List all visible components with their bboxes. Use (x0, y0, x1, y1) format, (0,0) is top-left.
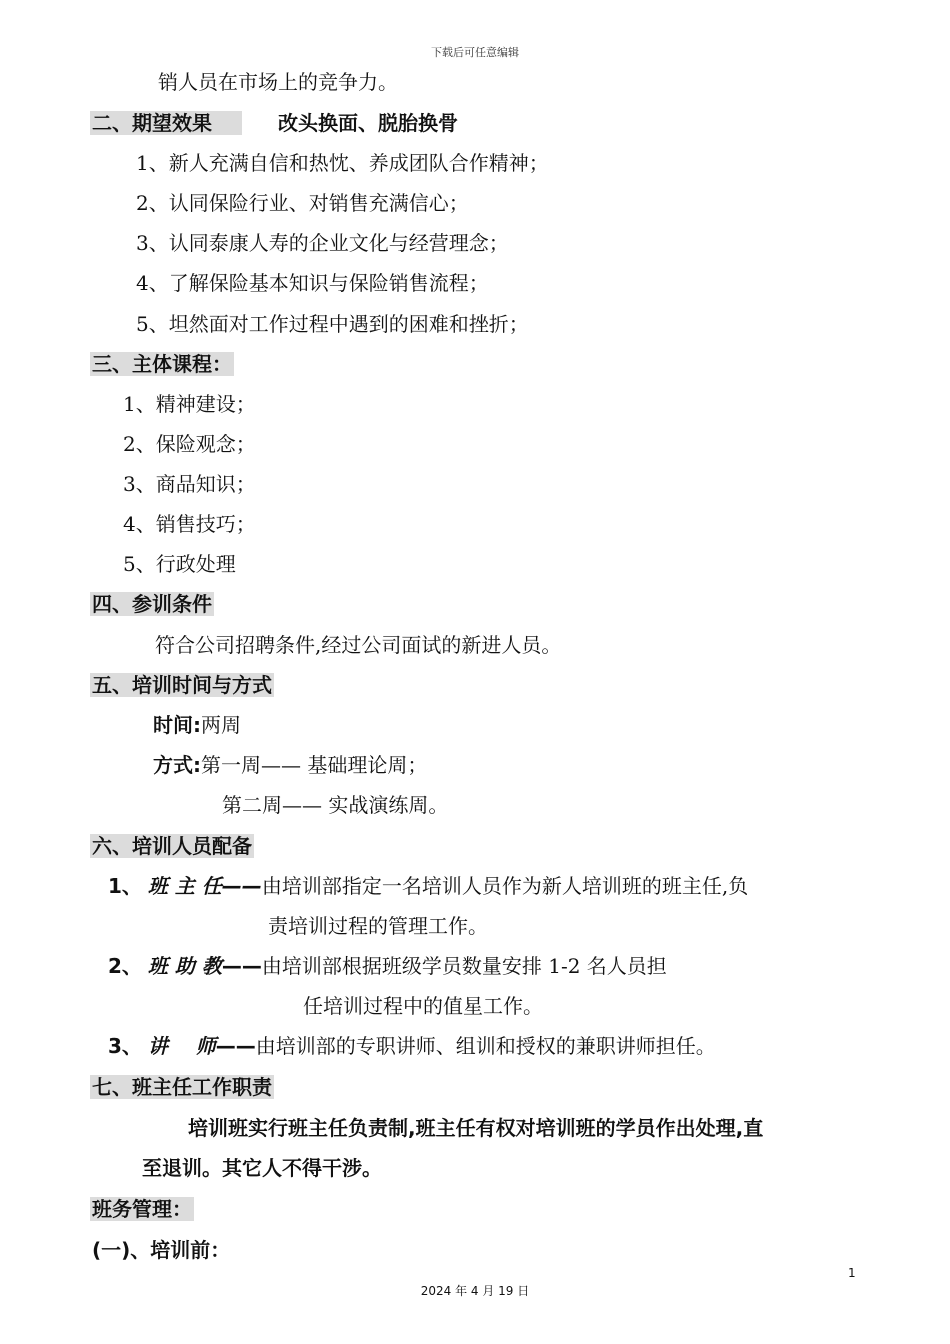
section7-line-1: 培训班实行班主任负责制,班主任有权对培训班的学员作出处理,直 (188, 1116, 764, 1140)
mode-label: 方式: (153, 753, 201, 777)
section7-title: 七、班主任工作职责 (92, 1075, 272, 1099)
role-row-2-cont: 任培训过程中的值星工作。 (303, 994, 543, 1018)
section4-heading (90, 590, 214, 618)
section3-heading (90, 350, 234, 378)
list-item: 3、认同泰康人寿的企业文化与经营理念； (136, 231, 509, 255)
time-line (153, 711, 241, 739)
section7-heading (90, 1073, 274, 1101)
role-row-3 (108, 1032, 716, 1060)
role-row-1-cont: 责培训过程的管理工作。 (268, 914, 488, 938)
time-label: 时间: (153, 713, 201, 737)
mode-value-1: 第一周—— 基础理论周； (201, 753, 428, 777)
role-num: 3、 (108, 1034, 142, 1058)
list-item: 5、坦然面对工作过程中遇到的困难和挫折； (136, 312, 529, 336)
intro-tail: 销人员在市场上的竞争力。 (158, 70, 398, 94)
list-item: 3、商品知识； (123, 472, 256, 496)
list-item: 1、精神建设； (123, 392, 256, 416)
list-item: 5、行政处理 (123, 552, 236, 576)
list-item: 2、认同保险行业、对销售充满信心； (136, 191, 469, 215)
mode-line-1 (153, 751, 427, 779)
header-note: 下载后可任意编辑 (431, 46, 519, 59)
role-row-2 (108, 952, 667, 980)
section5-title: 五、培训时间与方式 (92, 673, 272, 697)
time-value: 两周 (201, 713, 241, 737)
role-dash: —— (221, 954, 262, 978)
role-num: 1、 (108, 874, 142, 898)
role-dash: —— (221, 874, 262, 898)
role-desc: 由培训部的专职讲师、组训和授权的兼职讲师担任。 (255, 1034, 716, 1058)
section2-title: 二、期望效果 (90, 111, 242, 135)
role-name: 讲 师 (147, 1034, 216, 1058)
role-name: 班 助 教 (147, 954, 222, 978)
role-dash: —— (215, 1034, 256, 1058)
list-item: 4、了解保险基本知识与保险销售流程； (136, 271, 489, 295)
list-item: 4、销售技巧； (123, 512, 256, 536)
section2-heading (90, 109, 458, 137)
role-row-1 (108, 872, 748, 900)
role-desc: 由培训部根据班级学员数量安排 1-2 名人员担 (261, 954, 667, 978)
section4-text: 符合公司招聘条件,经过公司面试的新进人员。 (155, 633, 562, 657)
list-item: 2、保险观念； (123, 432, 256, 456)
mode-line-2: 第二周—— 实战演练周。 (222, 793, 449, 817)
footer-date: 2024 年 4 月 19 日 (420, 1284, 530, 1298)
role-desc: 由培训部指定一名培训人员作为新人培训班的班主任,负 (261, 874, 749, 898)
class-mgmt-sub: (一)、培训前： (92, 1238, 231, 1262)
class-mgmt-title: 班务管理： (92, 1197, 192, 1221)
section3-title: 三、主体课程： (92, 352, 232, 376)
list-item: 1、新人充满自信和热忱、养成团队合作精神； (136, 151, 549, 175)
role-name: 班 主 任 (147, 874, 222, 898)
section6-heading (90, 832, 254, 860)
section5-heading (90, 671, 274, 699)
page-number: 1 (848, 1266, 856, 1280)
section7-line-2: 至退训。其它人不得干涉。 (142, 1156, 382, 1180)
section2-subtitle: 改头换面、脱胎换骨 (278, 111, 458, 135)
role-num: 2、 (108, 954, 142, 978)
section4-title: 四、参训条件 (92, 592, 212, 616)
section6-title: 六、培训人员配备 (92, 834, 252, 858)
class-mgmt-heading (90, 1195, 194, 1223)
